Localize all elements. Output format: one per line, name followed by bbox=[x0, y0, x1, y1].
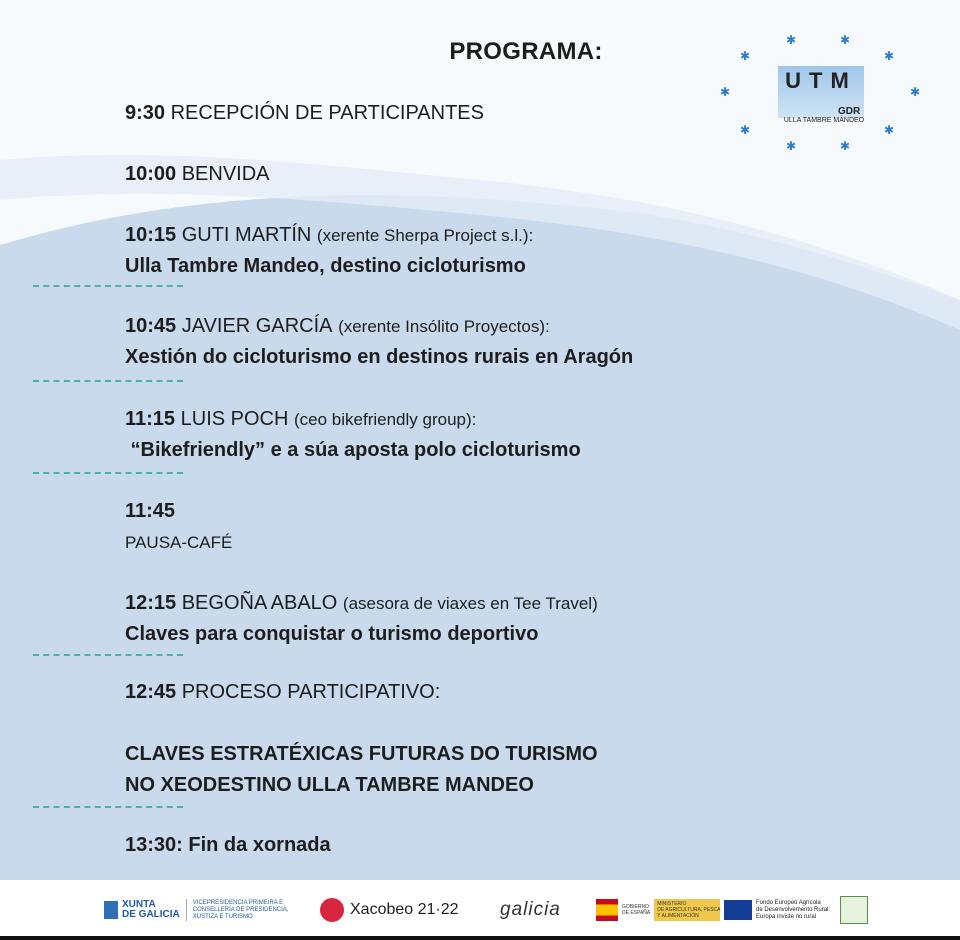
star-icon: ✱ bbox=[786, 139, 797, 153]
speaker-name: JAVIER GARCÍA bbox=[181, 315, 333, 337]
star-icon: ✱ bbox=[884, 123, 895, 137]
talk-title: CLAVES ESTRATÉXICAS FUTURAS DO TURISMO bbox=[125, 743, 598, 765]
xunta-emblem-icon bbox=[104, 901, 118, 919]
speaker-name: LUIS POCH bbox=[180, 408, 289, 430]
speaker-name: GUTI MARTÍN bbox=[181, 224, 312, 246]
galicia-text: galicia bbox=[500, 899, 561, 920]
star-icon: ✱ bbox=[786, 33, 797, 47]
agenda-time: 13:30: bbox=[125, 834, 183, 856]
dashed-divider bbox=[33, 806, 183, 808]
xunta-logo bbox=[104, 880, 288, 940]
star-icon: ✱ bbox=[840, 139, 851, 153]
ministry-text: Y ALIMENTACIÓN bbox=[657, 913, 699, 919]
speaker-role: (ceo bikefriendly group): bbox=[294, 410, 477, 429]
spain-text: DE ESPAÑA bbox=[622, 910, 651, 916]
spain-text: GOBIERNO bbox=[622, 904, 649, 910]
feader-text: Europa inviste no rural bbox=[756, 913, 817, 920]
talk-title: Claves para conquistar o turismo deportivo bbox=[125, 623, 539, 645]
xunta-sub-text: VICEPRESIDENCIA PRIMEIRA E bbox=[192, 899, 284, 906]
speaker-role: (asesora de viaxes en Tee Travel) bbox=[342, 594, 598, 613]
talk-title-line2: NO XEODESTINO ULLA TAMBRE MANDEO bbox=[125, 774, 534, 796]
talk-title: “Bikefriendly” e a súa aposta polo cicloturismo bbox=[125, 439, 581, 461]
agenda-item-participatory bbox=[125, 677, 440, 708]
agenda-label: BENVIDA bbox=[181, 163, 270, 185]
xunta-text: XUNTA bbox=[122, 899, 156, 910]
star-icon: ✱ bbox=[740, 49, 751, 63]
agenda-time: 9:30 bbox=[125, 102, 166, 124]
galicia-logo bbox=[500, 880, 561, 940]
logo-gdr: GDR bbox=[838, 106, 861, 117]
speaker-name: BEGOÑA ABALO bbox=[181, 592, 338, 614]
program-title: PROGRAMA: bbox=[449, 38, 603, 65]
utm-logo bbox=[718, 28, 928, 158]
star-icon: ✱ bbox=[884, 49, 895, 63]
agenda-time: 10:45 bbox=[125, 315, 177, 337]
agenda-item-luis bbox=[125, 404, 581, 466]
agenda-label: PAUSA-CAFÉ bbox=[125, 533, 233, 552]
ministry-text: DE AGRICULTURA, PESCA bbox=[657, 907, 721, 913]
star-icon: ✱ bbox=[840, 33, 851, 47]
agenda-time: 10:15 bbox=[125, 224, 177, 246]
agenda-item-end bbox=[125, 830, 331, 861]
star-icon: ✱ bbox=[910, 85, 921, 99]
agenda-label: PROCESO PARTICIPATIVO: bbox=[181, 681, 441, 703]
talk-title: Xestión do cicloturismo en destinos rurais en Aragón bbox=[125, 346, 634, 368]
xunta-sub-text: XUSTIZA E TURISMO bbox=[192, 913, 253, 920]
dashed-divider bbox=[33, 285, 183, 287]
dashed-divider bbox=[33, 654, 183, 656]
agenda-item-begona bbox=[125, 588, 598, 650]
agenda-time: 12:15 bbox=[125, 592, 177, 614]
eu-feader-logo bbox=[724, 880, 868, 940]
agenda-item-participatory-topic bbox=[125, 739, 598, 801]
xunta-sub-text: CONSELLERÍA DE PRESIDENCIA, bbox=[192, 906, 289, 913]
dashed-divider bbox=[33, 472, 183, 474]
feader-text: de Desenvolvemento Rural: bbox=[756, 906, 831, 913]
agenda-item-welcome bbox=[125, 159, 270, 190]
eu-flag-icon bbox=[724, 900, 752, 920]
speaker-role: (xerente Sherpa Project s.l.): bbox=[316, 226, 534, 245]
logo-letters: UTM bbox=[785, 68, 857, 93]
feader-text: Fondo Europeo Agrícola bbox=[756, 899, 821, 906]
star-icon: ✱ bbox=[720, 85, 731, 99]
logo-name: ULLA TAMBRE MANDEO bbox=[783, 117, 865, 124]
xacobeo-text: Xacobeo 21·22 bbox=[350, 901, 459, 918]
speaker-role: (xerente Insólito Proyectos): bbox=[338, 317, 550, 336]
agenda-label: Fin da xornada bbox=[188, 834, 331, 856]
xunta-text: DE GALICIA bbox=[122, 909, 180, 920]
spain-flag-icon bbox=[596, 899, 618, 921]
agenda-item-break bbox=[125, 496, 232, 558]
agenda-time: 11:45 bbox=[125, 500, 176, 522]
ministry-text: MINISTERIO bbox=[657, 901, 687, 907]
agenda-item-reception bbox=[125, 98, 484, 129]
star-icon: ✱ bbox=[740, 123, 751, 137]
scallop-shell-icon bbox=[320, 898, 344, 922]
agenda-time: 10:00 bbox=[125, 163, 177, 185]
talk-title: Ulla Tambre Mandeo, destino cicloturismo bbox=[125, 255, 526, 277]
agenda-time: 11:15 bbox=[125, 408, 176, 430]
spain-ministry-logo bbox=[596, 880, 720, 940]
leader-logo-icon bbox=[840, 896, 868, 924]
agenda-time: 12:45 bbox=[125, 681, 177, 703]
agenda-item-javier bbox=[125, 311, 633, 373]
sponsor-footer bbox=[0, 880, 960, 940]
agenda-label: RECEPCIÓN DE PARTICIPANTES bbox=[170, 102, 484, 124]
xacobeo-logo bbox=[320, 880, 459, 940]
dashed-divider bbox=[33, 380, 183, 382]
agenda-item-guti bbox=[125, 220, 533, 282]
bottom-bar bbox=[0, 936, 960, 940]
